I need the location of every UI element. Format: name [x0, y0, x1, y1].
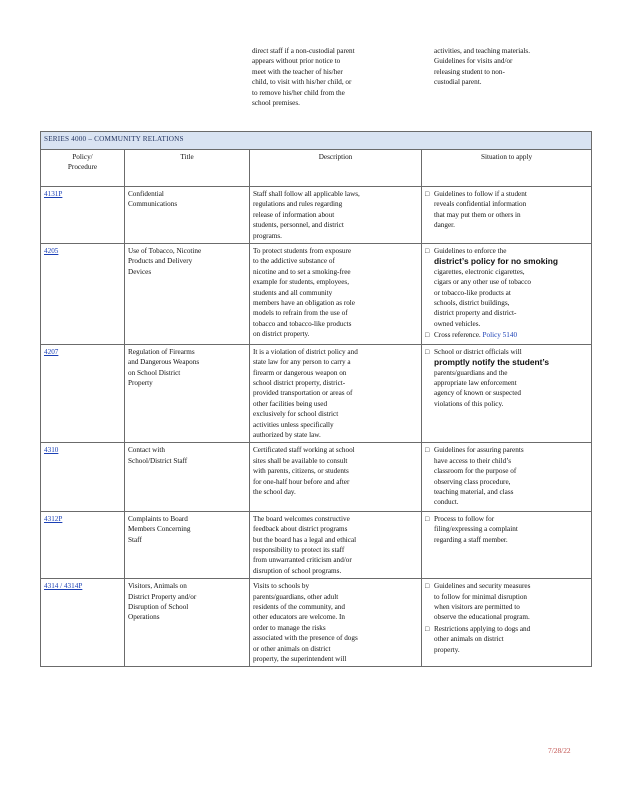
checkbox-bullet-icon: □ [425, 247, 430, 256]
header-policy: Policy/ Procedure [41, 150, 125, 187]
header-description: Description [250, 150, 422, 187]
header-title: Title [125, 150, 250, 187]
policy-title: Contact with School/District Staff [128, 446, 188, 465]
policy-cell [41, 511, 125, 578]
checkbox-bullet-icon: □ [425, 331, 430, 340]
continued-situation: activities, and teaching materials. Guidelines for visits and/or releasing student to non- custodial parent. [434, 47, 530, 87]
situation-line: Guidelines and security measures to follow for minimal disruption when visitors are permitted to observe the educational program. [434, 582, 531, 622]
table-row [41, 511, 592, 578]
situation-text [434, 514, 518, 545]
title-cell [125, 344, 250, 443]
description-cell [250, 187, 422, 244]
policy-link[interactable]: 4207 [44, 347, 59, 356]
cross-reference-link[interactable]: Policy 5140 [482, 331, 518, 340]
policy-description: Certificated staff working at school sites shall be available to consult with parents, citizens, or students for one-half hour before and after the school day. [253, 446, 355, 496]
policy-description: Visits to schools by parents/guardians, other adult residents of the community, and other educators are welcome. In order to manage the risks associated with the presence of dogs or other animals on district property, the superintendent will [253, 582, 358, 664]
checkbox-bullet-icon: □ [425, 190, 430, 198]
table-row [41, 244, 592, 345]
situation-cell [422, 244, 592, 345]
situation-line: Restrictions applying to dogs and other animals on district property. [434, 624, 531, 654]
description-cell [250, 579, 422, 667]
table-row [41, 579, 592, 667]
situation-line: parents/guardians and the appropriate law enforcement agency of known or suspected violations of this policy. [434, 368, 522, 408]
checkbox-bullet-icon: □ [425, 624, 430, 633]
policy-title: Complaints to Board Members Concerning Staff [128, 514, 191, 544]
policy-title: Regulation of Firearms and Dangerous Weapons on School District Property [128, 347, 200, 387]
situation-cell [422, 443, 592, 511]
situation-item [425, 581, 588, 623]
policy-cell [41, 244, 125, 345]
situation-text [434, 445, 524, 507]
situation-text [434, 246, 558, 329]
situation-cell [422, 511, 592, 578]
description-cell [250, 511, 422, 578]
policy-cell [41, 443, 125, 511]
situation-text [434, 624, 530, 655]
series-header-row [41, 132, 592, 150]
situation-item [425, 514, 588, 545]
situation-text [434, 347, 549, 409]
footer-date: 7/28/22 [548, 746, 571, 755]
checkbox-bullet-icon: □ [425, 446, 430, 455]
situation-line: Guidelines to follow if a student reveals confidential information that may put them or others in danger. [434, 190, 527, 230]
description-cell [250, 244, 422, 345]
policy-title: Visitors, Animals on District Property and/or Disruption of School Operations [128, 582, 197, 622]
policy-description: It is a violation of district policy and state law for any person to carry a firearm or dangerous weapon on school district property, district- provided transportation or areas of other facilities being used exclusively for school district activities unless specifically authorized by state law. [253, 347, 358, 439]
header-situation: Situation to apply [422, 150, 592, 187]
title-cell [125, 187, 250, 244]
situation-line: Guidelines for assuring parents have access to their child’s classroom for the purpose of observing class procedure, teaching material, and class conduct. [434, 446, 524, 507]
policy-cell [41, 187, 125, 244]
situation-line: Cross reference. [434, 331, 481, 340]
policy-table [40, 131, 592, 667]
situation-item [425, 445, 588, 507]
situation-line: School or district officials will [434, 347, 522, 356]
policy-link[interactable]: 4131P [44, 190, 63, 198]
table-row [41, 443, 592, 511]
continued-description: direct staff if a non-custodial parent appears without prior notice to meet with the teacher of his/her child, to visit with his/her child, or to remove his/her child from the school premises. [252, 47, 355, 108]
checkbox-bullet-icon: □ [425, 347, 430, 356]
column-header-row [41, 150, 592, 187]
policy-cell [41, 579, 125, 667]
situation-line: cigarettes, electronic cigarettes, cigars or any other use of tobacco or tobacco-like products at schools, district buildings, district property and district- owned vehicles. [434, 267, 531, 328]
situation-item [425, 624, 588, 655]
situation-cell [422, 187, 592, 244]
policy-link[interactable]: 4205 [44, 247, 59, 256]
policy-description: Staff shall follow all applicable laws, regulations and rules regarding release of information about students, personnel, and district programs. [253, 190, 360, 240]
policy-title: Confidential Communications [128, 190, 178, 209]
title-cell [125, 579, 250, 667]
situation-line: Process to follow for filing/expressing a complaint regarding a staff member. [434, 514, 518, 544]
situation-item [425, 189, 588, 231]
situation-emphasis: promptly notify the student’s [434, 357, 550, 368]
situation-emphasis: district’s policy for no smoking [434, 256, 558, 267]
policy-description: To protect students from exposure to the addictive substance of nicotine and to set a smoking-free example for students, employees, students and all community members have an obligation as role models to refrain from the use of tobacco and tobacco-like products on district property. [253, 247, 355, 339]
situation-text [434, 189, 527, 231]
situation-text [434, 330, 517, 340]
description-cell [250, 443, 422, 511]
policy-description: The board welcomes constructive feedback about district programs but the board has a legal and ethical responsibility to protect its staff from unwarranted criticism and/or disruption of school programs. [253, 514, 357, 575]
situation-cell [422, 579, 592, 667]
policy-link[interactable]: 4310 [44, 446, 59, 455]
policy-link[interactable]: 4312P [44, 514, 63, 523]
situation-item [425, 246, 588, 329]
table-row [41, 187, 592, 244]
series-header: SERIES 4000 – COMMUNITY RELATIONS [41, 132, 592, 150]
situation-line: Guidelines to enforce the [434, 247, 507, 256]
table-row [41, 344, 592, 443]
policy-link[interactable]: 4314 / 4314P [44, 582, 83, 591]
situation-cell [422, 344, 592, 443]
description-cell [250, 344, 422, 443]
policy-cell [41, 344, 125, 443]
checkbox-bullet-icon: □ [425, 582, 430, 591]
situation-item [425, 347, 588, 409]
situation-text [434, 581, 530, 623]
title-cell [125, 443, 250, 511]
situation-item [425, 330, 588, 340]
checkbox-bullet-icon: □ [425, 514, 430, 523]
title-cell [125, 244, 250, 345]
title-cell [125, 511, 250, 578]
policy-title: Use of Tobacco, Nicotine Products and Delivery Devices [128, 247, 202, 276]
